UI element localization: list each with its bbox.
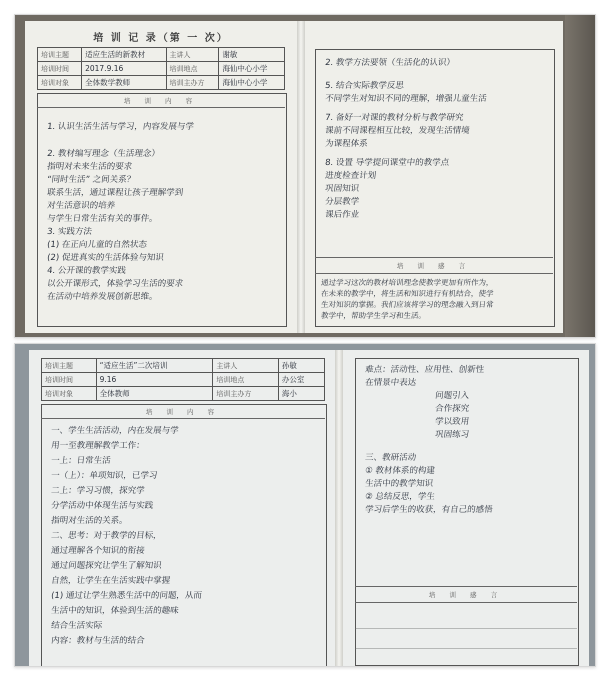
note-line: 课前不同课程相互比较，发现生活情境 [324,126,471,136]
note-line: 4. 公开课的教学实践 [46,266,127,276]
table-cell: 谢敏 [219,48,285,62]
note-line: 一、学生生活活动，内在发展与学 [50,426,180,436]
divider [355,602,577,603]
note-line: 难点：活动性、应用性、创新性 [364,365,485,375]
note-line: 一（上）：单项知识，已学习 [50,471,158,481]
section-label: 培 训 感 言 [428,591,504,599]
table-cell: 培训地点 [213,373,279,387]
note-line: 进度检查计划 [324,171,377,181]
note-line: 问题引入 [434,391,470,401]
note-line: 生对知识的掌握。我们应该将学习的理念融入到日常 [320,300,494,309]
divider [37,107,285,108]
table-cell: 全体教师 [96,387,213,401]
table-cell: 培训主办方 [166,76,219,90]
note-line: 8. 设置 导学提问课堂中的教学点 [324,158,450,168]
section-label: 培 训 内 容 [145,408,221,416]
table-cell: 海小 [278,387,324,401]
note-line: 内容：教材与生活的结合 [50,636,146,646]
note-line: 7. 备好一对课的教材分析与教学研究 [324,113,464,123]
note-line: 二上：学习习惯，探究学 [50,486,146,496]
table-cell: 培训主办方 [213,387,279,401]
table-cell: 9.16 [96,373,213,387]
handwritten-notes [51,424,202,649]
note-line: 教学中，帮助学生学习和生活。 [320,311,427,320]
ruled-line [355,648,577,649]
note-line: 3. 实践方法 [46,227,93,237]
note-line: 自然，让学生在生活实践中掌握 [50,576,171,586]
note-line: 在活动中培养发展创新思维。 [46,292,159,302]
note-line: (1) 通过让学生熟悉生活中的问题，从而 [50,591,203,601]
note-line: 通过问题探究让学生了解知识 [50,561,163,571]
photo-bottom-notebook [14,343,596,667]
table-cell: 主讲人 [166,48,219,62]
note-line: (2) 促进真实的生活体验与知识 [46,253,165,263]
note-line: 学以致用 [434,417,470,427]
note-line: 分层教学 [324,197,360,207]
table-cell: 办公室 [278,373,324,387]
table-cell: 海仙中心小学 [219,62,285,76]
note-line: 2. 教学方法要领（生活化的认识） [324,58,456,68]
handwritten-notes [325,57,487,222]
section-label: 培 训 感 言 [396,262,472,270]
note-line: 对生活意识的培养 [46,201,116,211]
note-line: 一上：日常生活 [50,456,112,466]
handwritten-notes [47,121,194,304]
note-line: 指明对生活的关系。 [50,516,129,526]
note-line: 与学生日常生活有关的事件。 [46,214,159,224]
note-line: “同时生活” 之间关系？ [46,175,136,185]
info-table [41,358,325,401]
info-table [37,47,285,90]
reflection-text [321,277,494,321]
note-line: 生活中的知识，体验到生活的趣味 [50,606,180,616]
divider [315,257,553,258]
table-cell: 全体数学教师 [82,76,166,90]
bottom-left-page [29,350,335,666]
note-line: 通过理解各个知识的衔接 [50,546,146,556]
table-cell: 培训主题 [42,359,97,373]
note-line: 合作探究 [434,404,470,414]
ruled-line [355,628,577,629]
table-cell: 适应生活的新教材 [82,48,166,62]
note-line: 联系生活，通过课程让孩子理解学到 [46,188,184,198]
note-line: 在未来的教学中，将生活和知识进行有机结合，使学 [320,289,494,298]
table-cell: 培训对象 [38,76,82,90]
bottom-right-page [343,350,589,666]
divider [315,273,553,274]
divider [41,418,325,419]
divider [355,586,577,587]
table-cell: 培训地点 [166,62,219,76]
note-line: 在情景中表达 [364,378,417,388]
table-cell: 主讲人 [213,359,279,373]
note-line: 用一至教理解教学工作： [50,441,146,451]
note-line: (1) 在正向儿童的自然状态 [46,240,148,250]
note-line: 不同学生对知识不同的理解，增强儿童生活 [324,94,488,104]
handwritten-notes [365,364,493,517]
note-line: 2. 教材编写理念（生活理念） [46,149,161,159]
note-line: 1. 认识生活生活与学习，内容发展与学 [46,122,195,132]
note-line: 为课程体系 [324,139,369,149]
note-line: 巩固知识 [324,184,360,194]
photo-top-notebook [14,14,596,338]
notebook-spine [297,21,305,333]
table-cell: 培训时间 [38,62,82,76]
note-line: 结合生活实际 [50,621,103,631]
note-line: 通过学习这次的教材培训理念使教学更加有所作为， [320,278,494,287]
note-line: 指明对未来生活的要求 [46,162,133,172]
note-line: 课后作业 [324,210,360,220]
note-line: 5. 结合实际教学反思 [324,81,405,91]
table-edge [565,15,595,337]
table-cell: 培训对象 [42,387,97,401]
table-cell: 培训主题 [38,48,82,62]
notebook-spine [335,350,343,666]
table-cell: 孙敏 [278,359,324,373]
note-line: 生活中的教学知识 [364,479,434,489]
top-left-page [25,21,297,333]
table-cell: 培训时间 [42,373,97,387]
note-line: 分学活动中体现生活与实践 [50,501,154,511]
section-label: 培 训 内 容 [123,97,199,105]
note-line: 巩固练习 [434,430,470,440]
note-line: 三、教研活动 [364,453,417,463]
note-line: 二、思考：对于教学的目标， [50,531,163,541]
table-cell: “适应生活”二次培训 [96,359,213,373]
top-right-page [305,21,563,333]
note-line: 以公开课形式，体验学习生活的要求 [46,279,184,289]
note-line: 学习后学生的收获，有自己的感悟 [364,505,494,515]
table-cell: 海仙中心小学 [219,76,285,90]
table-cell: 2017.9.16 [82,62,166,76]
note-line: ① 教材体系的构建 [364,466,436,476]
record-title: 培 训 记 录（第 一 次） [93,33,229,44]
note-line: ② 总结反思，学生 [364,492,436,502]
